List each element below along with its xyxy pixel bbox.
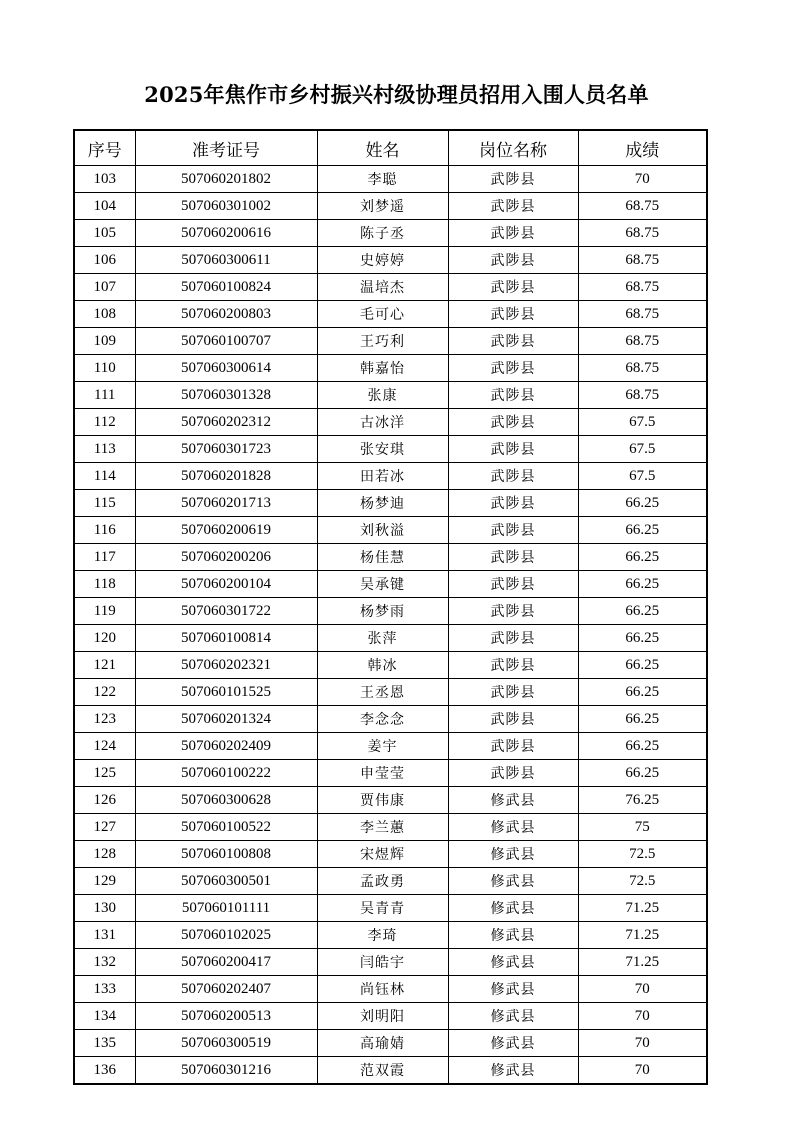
- exam-id: 507060201802: [135, 166, 317, 193]
- table-row: [74, 868, 707, 895]
- row-index: 125: [74, 760, 135, 787]
- table-row: [74, 463, 707, 490]
- exam-id: 507060201713: [135, 490, 317, 517]
- candidate-name: 尚钰林: [317, 976, 448, 1003]
- table-row: [74, 598, 707, 625]
- row-index: 122: [74, 679, 135, 706]
- row-index: 119: [74, 598, 135, 625]
- score: 70: [578, 166, 707, 193]
- score: 67.5: [578, 409, 707, 436]
- table-row: [74, 490, 707, 517]
- exam-id: 507060200619: [135, 517, 317, 544]
- position-name: 修武县: [448, 922, 578, 949]
- score: 67.5: [578, 436, 707, 463]
- score: 66.25: [578, 625, 707, 652]
- exam-id: 507060200417: [135, 949, 317, 976]
- candidate-name: 陈子丞: [317, 220, 448, 247]
- table-row: [74, 760, 707, 787]
- exam-id: 507060300611: [135, 247, 317, 274]
- score: 68.75: [578, 355, 707, 382]
- candidate-name: 李兰蕙: [317, 814, 448, 841]
- row-index: 112: [74, 409, 135, 436]
- table-row: [74, 274, 707, 301]
- candidate-name: 古冰洋: [317, 409, 448, 436]
- candidate-name: 范双霞: [317, 1057, 448, 1085]
- exam-id: 507060100824: [135, 274, 317, 301]
- position-name: 修武县: [448, 1057, 578, 1085]
- exam-id: 507060200513: [135, 1003, 317, 1030]
- score: 68.75: [578, 301, 707, 328]
- exam-id: 507060100808: [135, 841, 317, 868]
- table-row: [74, 895, 707, 922]
- candidate-name: 高瑜婧: [317, 1030, 448, 1057]
- candidate-name: 杨佳慧: [317, 544, 448, 571]
- table-row: [74, 652, 707, 679]
- score: 75: [578, 814, 707, 841]
- row-index: 120: [74, 625, 135, 652]
- exam-id: 507060201828: [135, 463, 317, 490]
- table-header-row: [74, 130, 707, 166]
- position-name: 武陟县: [448, 166, 578, 193]
- candidate-name: 韩冰: [317, 652, 448, 679]
- table-row: [74, 814, 707, 841]
- exam-id: 507060200104: [135, 571, 317, 598]
- row-index: 103: [74, 166, 135, 193]
- position-name: 武陟县: [448, 490, 578, 517]
- row-index: 111: [74, 382, 135, 409]
- position-name: 武陟县: [448, 733, 578, 760]
- exam-id: 507060100222: [135, 760, 317, 787]
- score: 70: [578, 1030, 707, 1057]
- candidate-name: 申莹莹: [317, 760, 448, 787]
- score: 68.75: [578, 220, 707, 247]
- table-row: [74, 382, 707, 409]
- position-name: 武陟县: [448, 544, 578, 571]
- exam-id: 507060301328: [135, 382, 317, 409]
- header-index: 序号: [74, 130, 135, 166]
- score: 70: [578, 1057, 707, 1085]
- score: 66.25: [578, 760, 707, 787]
- position-name: 修武县: [448, 1003, 578, 1030]
- position-name: 武陟县: [448, 706, 578, 733]
- table-body: [74, 166, 707, 1085]
- candidate-name: 贾伟康: [317, 787, 448, 814]
- row-index: 110: [74, 355, 135, 382]
- row-index: 106: [74, 247, 135, 274]
- exam-id: 507060300501: [135, 868, 317, 895]
- candidate-name: 李琦: [317, 922, 448, 949]
- table-row: [74, 166, 707, 193]
- candidate-name: 杨梦雨: [317, 598, 448, 625]
- candidate-name: 李念念: [317, 706, 448, 733]
- score: 72.5: [578, 868, 707, 895]
- exam-id: 507060202409: [135, 733, 317, 760]
- score: 66.25: [578, 571, 707, 598]
- row-index: 116: [74, 517, 135, 544]
- candidate-name: 韩嘉怡: [317, 355, 448, 382]
- candidate-name: 姜宇: [317, 733, 448, 760]
- candidate-name: 张安琪: [317, 436, 448, 463]
- row-index: 123: [74, 706, 135, 733]
- exam-id: 507060101525: [135, 679, 317, 706]
- score: 66.25: [578, 544, 707, 571]
- exam-id: 507060100522: [135, 814, 317, 841]
- table-row: [74, 517, 707, 544]
- table-row: [74, 1057, 707, 1085]
- exam-id: 507060201324: [135, 706, 317, 733]
- score: 68.75: [578, 328, 707, 355]
- table-row: [74, 328, 707, 355]
- row-index: 105: [74, 220, 135, 247]
- position-name: 武陟县: [448, 220, 578, 247]
- position-name: 武陟县: [448, 274, 578, 301]
- row-index: 115: [74, 490, 135, 517]
- row-index: 133: [74, 976, 135, 1003]
- score: 66.25: [578, 598, 707, 625]
- row-index: 136: [74, 1057, 135, 1085]
- row-index: 109: [74, 328, 135, 355]
- score: 68.75: [578, 382, 707, 409]
- row-index: 113: [74, 436, 135, 463]
- position-name: 武陟县: [448, 625, 578, 652]
- score: 70: [578, 976, 707, 1003]
- score: 67.5: [578, 463, 707, 490]
- score: 66.25: [578, 679, 707, 706]
- table-row: [74, 1030, 707, 1057]
- exam-id: 507060202407: [135, 976, 317, 1003]
- exam-id: 507060200803: [135, 301, 317, 328]
- candidate-name: 王巧利: [317, 328, 448, 355]
- position-name: 武陟县: [448, 679, 578, 706]
- candidate-name: 毛可心: [317, 301, 448, 328]
- row-index: 126: [74, 787, 135, 814]
- position-name: 武陟县: [448, 193, 578, 220]
- row-index: 135: [74, 1030, 135, 1057]
- score: 76.25: [578, 787, 707, 814]
- position-name: 武陟县: [448, 436, 578, 463]
- score: 66.25: [578, 652, 707, 679]
- position-name: 武陟县: [448, 247, 578, 274]
- candidate-name: 王丞恩: [317, 679, 448, 706]
- exam-id: 507060102025: [135, 922, 317, 949]
- candidate-name: 温培杰: [317, 274, 448, 301]
- position-name: 武陟县: [448, 571, 578, 598]
- table-row: [74, 949, 707, 976]
- exam-id: 507060300614: [135, 355, 317, 382]
- exam-id: 507060101111: [135, 895, 317, 922]
- exam-id: 507060200616: [135, 220, 317, 247]
- row-index: 118: [74, 571, 135, 598]
- exam-id: 507060100707: [135, 328, 317, 355]
- position-name: 修武县: [448, 787, 578, 814]
- position-name: 修武县: [448, 1030, 578, 1057]
- position-name: 武陟县: [448, 301, 578, 328]
- candidate-name: 李聪: [317, 166, 448, 193]
- position-name: 武陟县: [448, 355, 578, 382]
- table-row: [74, 247, 707, 274]
- row-index: 117: [74, 544, 135, 571]
- table-row: [74, 787, 707, 814]
- candidate-name: 吴青青: [317, 895, 448, 922]
- table-row: [74, 976, 707, 1003]
- header-exam-id: 准考证号: [135, 130, 317, 166]
- row-index: 114: [74, 463, 135, 490]
- row-index: 128: [74, 841, 135, 868]
- row-index: 129: [74, 868, 135, 895]
- table-row: [74, 571, 707, 598]
- header-position: 岗位名称: [448, 130, 578, 166]
- candidate-name: 吴承键: [317, 571, 448, 598]
- table-row: [74, 922, 707, 949]
- candidate-name: 刘梦遥: [317, 193, 448, 220]
- score: 68.75: [578, 193, 707, 220]
- position-name: 修武县: [448, 895, 578, 922]
- candidate-name: 刘秋溢: [317, 517, 448, 544]
- exam-id: 507060202312: [135, 409, 317, 436]
- candidate-name: 史婷婷: [317, 247, 448, 274]
- table-row: [74, 409, 707, 436]
- candidate-name: 杨梦迪: [317, 490, 448, 517]
- score: 71.25: [578, 949, 707, 976]
- score: 66.25: [578, 517, 707, 544]
- candidate-name: 田若冰: [317, 463, 448, 490]
- row-index: 107: [74, 274, 135, 301]
- position-name: 武陟县: [448, 463, 578, 490]
- exam-id: 507060100814: [135, 625, 317, 652]
- table-row: [74, 193, 707, 220]
- position-name: 武陟县: [448, 598, 578, 625]
- exam-id: 507060301722: [135, 598, 317, 625]
- row-index: 108: [74, 301, 135, 328]
- page-title: 2025年焦作市乡村振兴村级协理员招用入围人员名单: [144, 82, 649, 107]
- score: 71.25: [578, 895, 707, 922]
- table-row: [74, 733, 707, 760]
- score: 66.25: [578, 706, 707, 733]
- table-row: [74, 706, 707, 733]
- header-score: 成绩: [578, 130, 707, 166]
- table-row: [74, 1003, 707, 1030]
- position-name: 武陟县: [448, 760, 578, 787]
- table-row: [74, 625, 707, 652]
- exam-id: 507060301216: [135, 1057, 317, 1085]
- score: 70: [578, 1003, 707, 1030]
- row-index: 104: [74, 193, 135, 220]
- table-row: [74, 679, 707, 706]
- candidate-name: 刘明阳: [317, 1003, 448, 1030]
- row-index: 134: [74, 1003, 135, 1030]
- exam-id: 507060200206: [135, 544, 317, 571]
- position-name: 修武县: [448, 949, 578, 976]
- candidate-name: 张萍: [317, 625, 448, 652]
- score: 72.5: [578, 841, 707, 868]
- table-row: [74, 301, 707, 328]
- score: 68.75: [578, 274, 707, 301]
- exam-id: 507060301723: [135, 436, 317, 463]
- position-name: 修武县: [448, 841, 578, 868]
- row-index: 131: [74, 922, 135, 949]
- candidate-name: 宋煜辉: [317, 841, 448, 868]
- score: 71.25: [578, 922, 707, 949]
- table-row: [74, 841, 707, 868]
- row-index: 124: [74, 733, 135, 760]
- position-name: 武陟县: [448, 409, 578, 436]
- row-index: 130: [74, 895, 135, 922]
- table-row: [74, 220, 707, 247]
- header-name: 姓名: [317, 130, 448, 166]
- position-name: 修武县: [448, 868, 578, 895]
- table-row: [74, 544, 707, 571]
- table-row: [74, 436, 707, 463]
- candidate-name: 孟政勇: [317, 868, 448, 895]
- candidate-name: 张康: [317, 382, 448, 409]
- position-name: 修武县: [448, 976, 578, 1003]
- exam-id: 507060301002: [135, 193, 317, 220]
- row-index: 132: [74, 949, 135, 976]
- score: 66.25: [578, 733, 707, 760]
- table-row: [74, 355, 707, 382]
- candidate-name: 闫皓宇: [317, 949, 448, 976]
- position-name: 武陟县: [448, 652, 578, 679]
- position-name: 武陟县: [448, 328, 578, 355]
- score: 68.75: [578, 247, 707, 274]
- position-name: 武陟县: [448, 517, 578, 544]
- position-name: 修武县: [448, 814, 578, 841]
- position-name: 武陟县: [448, 382, 578, 409]
- row-index: 127: [74, 814, 135, 841]
- candidate-table: [73, 129, 708, 1085]
- row-index: 121: [74, 652, 135, 679]
- exam-id: 507060300519: [135, 1030, 317, 1057]
- score: 66.25: [578, 490, 707, 517]
- exam-id: 507060202321: [135, 652, 317, 679]
- exam-id: 507060300628: [135, 787, 317, 814]
